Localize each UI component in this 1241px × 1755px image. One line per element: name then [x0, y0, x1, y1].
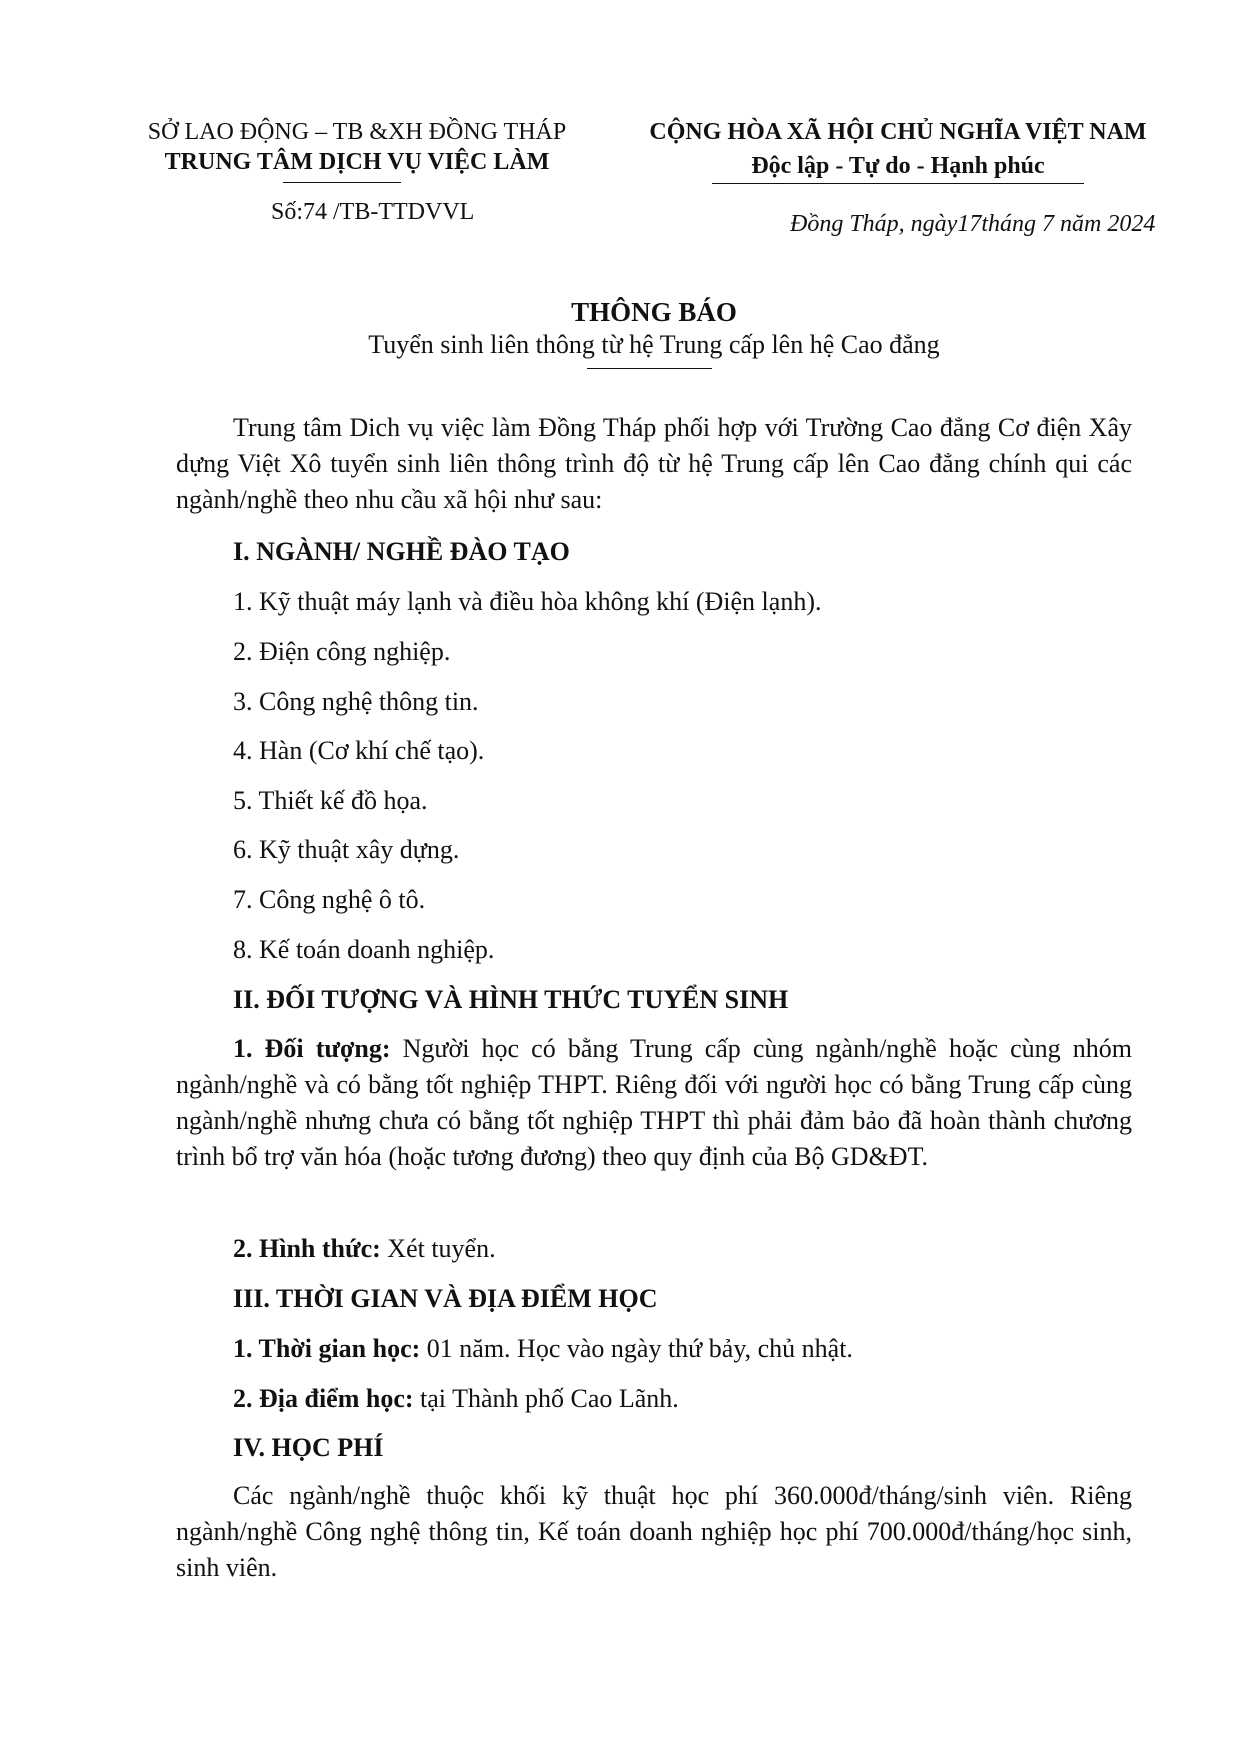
notice-subtitle: Tuyển sinh liên thông từ hệ Trung cấp lên hệ Cao đẳng	[368, 330, 940, 359]
agency-name: TRUNG TÂM DỊCH VỤ VIỆC LÀM	[164, 149, 550, 175]
list-item: 2. Điện công nghiệp.	[233, 637, 451, 666]
dia-diem-line	[233, 1381, 679, 1417]
thoi-gian-line	[233, 1331, 853, 1367]
hinh-thuc-label: 2. Hình thức:	[233, 1234, 381, 1263]
national-title: CỘNG HÒA XÃ HỘI CHỦ NGHĨA VIỆT NAM	[649, 119, 1147, 145]
list-item: 6. Kỹ thuật xây dựng.	[233, 835, 460, 864]
document-date	[790, 209, 1170, 239]
hinh-thuc-text: Xét tuyển.	[380, 1234, 496, 1263]
motto-underline	[712, 183, 1084, 184]
thoi-gian-text: 01 năm. Học vào ngày thứ bảy, chủ nhật.	[420, 1334, 853, 1363]
thoi-gian-label: 1. Thời gian học:	[233, 1334, 421, 1363]
notice-title: THÔNG BÁO	[571, 297, 737, 327]
hoc-phi-paragraph: Các ngành/nghề thuộc khối kỹ thuật học phí 360.000đ/tháng/sinh viên. Riêng ngành/nghề Công nghệ thông tin, Kế toán doanh nghiệp học phí 700.000đ/tháng/học sinh, sinh viên.	[176, 1481, 1132, 1582]
list-item: 4. Hàn (Cơ khí chế tạo).	[233, 736, 485, 765]
dia-diem-text: tại Thành phố Cao Lãnh.	[413, 1384, 679, 1413]
title-underline	[587, 368, 712, 369]
date-day: 17	[957, 211, 982, 237]
intro-paragraph: Trung tâm Dich vụ việc làm Đồng Tháp phối hợp với Trường Cao đẳng Cơ điện Xây dựng Việt Xô tuyển sinh liên thông trình độ từ hệ Trung cấp lên Cao đẳng chính qui các ngành/nghề theo nhu cầu xã hội như sau:	[176, 413, 1132, 514]
doi-tuong-paragraph	[176, 1031, 1132, 1175]
list-item: 1. Kỹ thuật máy lạnh và điều hòa không khí (Điện lạnh).	[233, 587, 822, 616]
document-number: Số:74 /TB-TTDVVL	[271, 199, 475, 225]
agency-underline	[283, 182, 401, 183]
section-3-heading: III. THỜI GIAN VÀ ĐỊA ĐIỂM HỌC	[233, 1284, 658, 1313]
doi-tuong-text: Người học có bằng Trung cấp cùng ngành/nghề hoặc cùng nhóm ngành/nghề và có bằng tốt nghiệp THPT. Riêng đối với người học có bằng Trung cấp cùng ngành/nghề nhưng chưa có bằng tốt nghiệp THPT thì phải đảm bảo đã hoàn thành chương trình bổ trợ văn hóa (hoặc tương đương) theo quy định của Bộ GD&ĐT.	[176, 1034, 1132, 1171]
section-1-heading: I. NGÀNH/ NGHỀ ĐÀO TẠO	[233, 537, 570, 566]
section-4-heading: IV. HỌC PHÍ	[233, 1433, 384, 1462]
list-item: 8. Kế toán doanh nghiệp.	[233, 935, 495, 964]
list-item: 7. Công nghệ ô tô.	[233, 885, 426, 914]
dia-diem-label: 2. Địa điểm học:	[233, 1384, 414, 1413]
section-2-heading: II. ĐỐI TƯỢNG VÀ HÌNH THỨC TUYỂN SINH	[233, 985, 789, 1014]
date-prefix: Đồng Tháp, ngày	[790, 211, 958, 237]
doi-tuong-label: 1. Đối tượng:	[233, 1034, 391, 1063]
list-item: 5. Thiết kế đồ họa.	[233, 786, 428, 815]
national-motto: Độc lập - Tự do - Hạnh phúc	[751, 153, 1045, 179]
hinh-thuc-line	[233, 1231, 496, 1267]
list-item: 3. Công nghệ thông tin.	[233, 687, 479, 716]
agency-parent: SỞ LAO ĐỘNG – TB &XH ĐỒNG THÁP	[147, 119, 567, 145]
date-rest: tháng 7 năm 2024	[981, 211, 1156, 237]
